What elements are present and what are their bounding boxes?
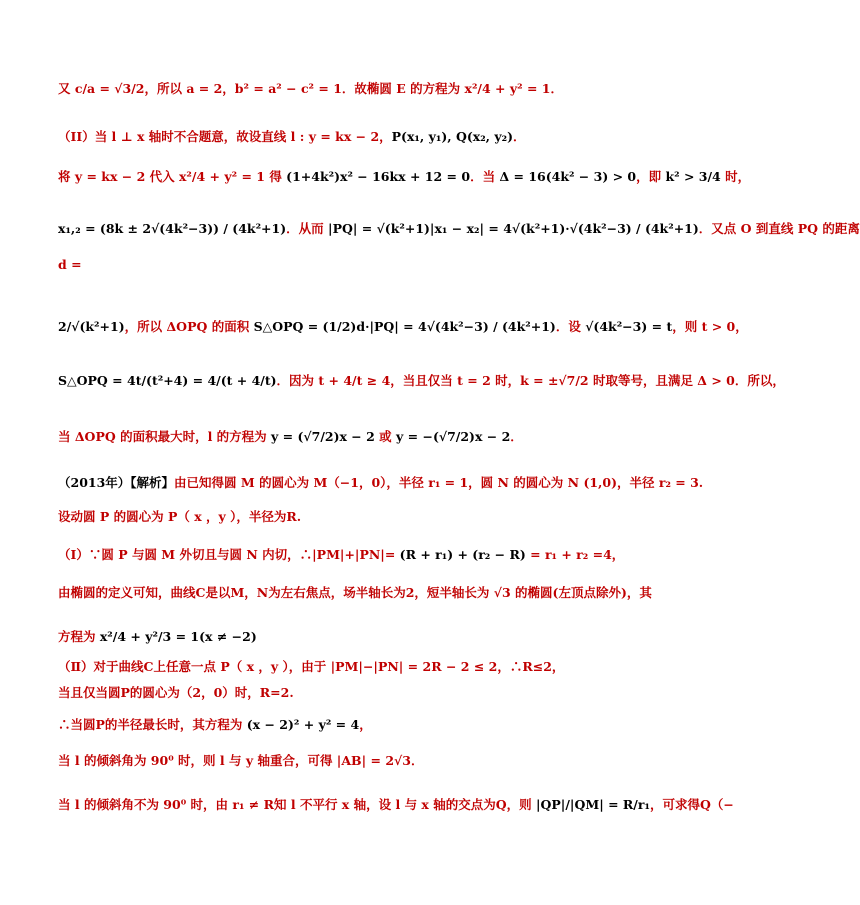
- math-expression: |QP|/|QM| = R/r₁: [535, 797, 650, 812]
- text-segment: ．从而: [286, 221, 329, 236]
- text-line: [58, 256, 610, 274]
- math-expression: S△OPQ = 4t/(t²+4) = 4/(t + 4/t): [58, 373, 277, 388]
- text-segment: 又 c/a = √3/2，所以 a = 2，b² = a² − c² = 1．故椭圆 E 的方程为 x²/4 + y² = 1．: [58, 81, 563, 96]
- math-expression: k² > 3/4: [665, 169, 721, 184]
- text-segment: 或: [374, 429, 397, 444]
- text-segment: 由已知得圆 M 的圆心为 M（−1，0），半径 r₁ = 1，圆 N 的圆心为 N (1,0)，半径 r₂ = 3.: [174, 475, 704, 490]
- text-line: [58, 546, 625, 564]
- math-expression: (R + r₁) + (r₂ − R): [399, 547, 526, 562]
- math-expression: 2/√(k²+1): [58, 319, 125, 334]
- text-line: [58, 628, 610, 646]
- text-line: [58, 220, 860, 238]
- text-segment: 方程为: [58, 629, 100, 644]
- text-segment: ．因为 t + 4/t ≥ 4，当且仅当 t = 2 时，k = ±√7/2 时取等号，且满足 Δ > 0．所以，: [276, 373, 785, 388]
- text-segment: ，所以 ΔOPQ 的面积: [124, 319, 254, 334]
- math-expression: y = (√7/2)x − 2: [271, 429, 375, 444]
- text-segment: ．当: [470, 169, 500, 184]
- text-segment: 设动圆 P 的圆心为 P（ x ，y ），半径为R.: [58, 509, 302, 524]
- text-line: [58, 128, 610, 146]
- text-segment: ．: [513, 129, 526, 144]
- math-expression: (1+4k²)x² − 16kx + 12 = 0: [286, 169, 471, 184]
- math-expression: |PQ| = √(k²+1)|x₁ − x₂| = 4√(k²+1)·√(4k²−3) / (4k²+1): [328, 221, 699, 236]
- text-line: [58, 372, 785, 390]
- text-segment: 将 y = kx − 2 代入 x²/4 + y² = 1 得: [58, 169, 287, 184]
- text-segment: ∴当圆P的半径最长时，其方程为: [58, 717, 247, 732]
- math-expression: x²/4 + y²/3 = 1(x ≠ −2): [99, 629, 257, 644]
- math-expression: x₁,₂ = (8k ± 2√(4k²−3)) / (4k²+1): [58, 221, 287, 236]
- math-expression: （2013年）【解析】: [58, 475, 175, 490]
- text-line: [58, 168, 751, 186]
- text-segment: 由椭圆的定义可知，曲线C是以M，N为左右焦点，场半轴长为2，短半轴长为 √3 的椭圆(左顶点除外)，其: [58, 585, 652, 600]
- text-segment: （Ⅱ）对于曲线C上任意一点 P（ x ，y ），由于 |PM|−|PN| = 2R − 2 ≤ 2，∴R≤2，: [58, 659, 565, 674]
- text-line: [58, 80, 610, 98]
- text-line: [58, 474, 704, 492]
- text-segment: ．: [510, 429, 523, 444]
- text-segment: d =: [58, 257, 82, 272]
- text-segment: 当 l 的倾斜角为 90⁰ 时，则 l 与 y 轴重合，可得 |AB| = 2√3．: [58, 753, 424, 768]
- text-segment: ，则 t > 0，: [672, 319, 748, 334]
- text-segment: 当 ΔOPQ 的面积最大时，l 的方程为: [58, 429, 272, 444]
- math-expression: S△OPQ = (1/2)d·|PQ| = 4√(4k²−3) / (4k²+1): [253, 319, 556, 334]
- text-segment: （II）当 l ⊥ x 轴时不合题意，故设直线 l : y = kx − 2，: [58, 129, 392, 144]
- text-segment: ，: [359, 717, 372, 732]
- text-line: [58, 318, 748, 336]
- text-segment: ．又点 O 到直线 PQ 的距离: [698, 221, 860, 236]
- text-line: [58, 658, 610, 676]
- math-expression: y = −(√7/2)x − 2: [396, 429, 511, 444]
- text-segment: ，可求得Q（−: [649, 797, 734, 812]
- math-expression: Δ = 16(4k² − 3) > 0: [499, 169, 637, 184]
- text-segment: （Ⅰ）∵圆 P 与圆 M 外切且与圆 N 内切，∴|PM|+|PN|=: [58, 547, 400, 562]
- text-line: [58, 684, 610, 702]
- text-segment: ，即: [636, 169, 666, 184]
- text-line: [58, 716, 610, 734]
- text-line: [58, 508, 610, 526]
- text-line: [58, 428, 610, 446]
- text-segment: 当 l 的倾斜角不为 90⁰ 时，由 r₁ ≠ R知 l 不平行 x 轴，设 l 与 x 轴的交点为Q，则: [58, 797, 536, 812]
- math-expression: (x − 2)² + y² = 4: [246, 717, 360, 732]
- text-segment: ．设: [555, 319, 586, 334]
- text-line: [58, 796, 734, 814]
- text-line: [58, 752, 610, 770]
- text-line: [58, 584, 652, 602]
- text-segment: 当且仅当圆P的圆心为（2，0）时，R=2.: [58, 685, 294, 700]
- math-expression: √(4k²−3) = t: [585, 319, 673, 334]
- text-segment: = r₁ + r₂ =4，: [525, 547, 625, 562]
- math-expression: P(x₁, y₁), Q(x₂, y₂): [391, 129, 514, 144]
- text-segment: 时，: [720, 169, 751, 184]
